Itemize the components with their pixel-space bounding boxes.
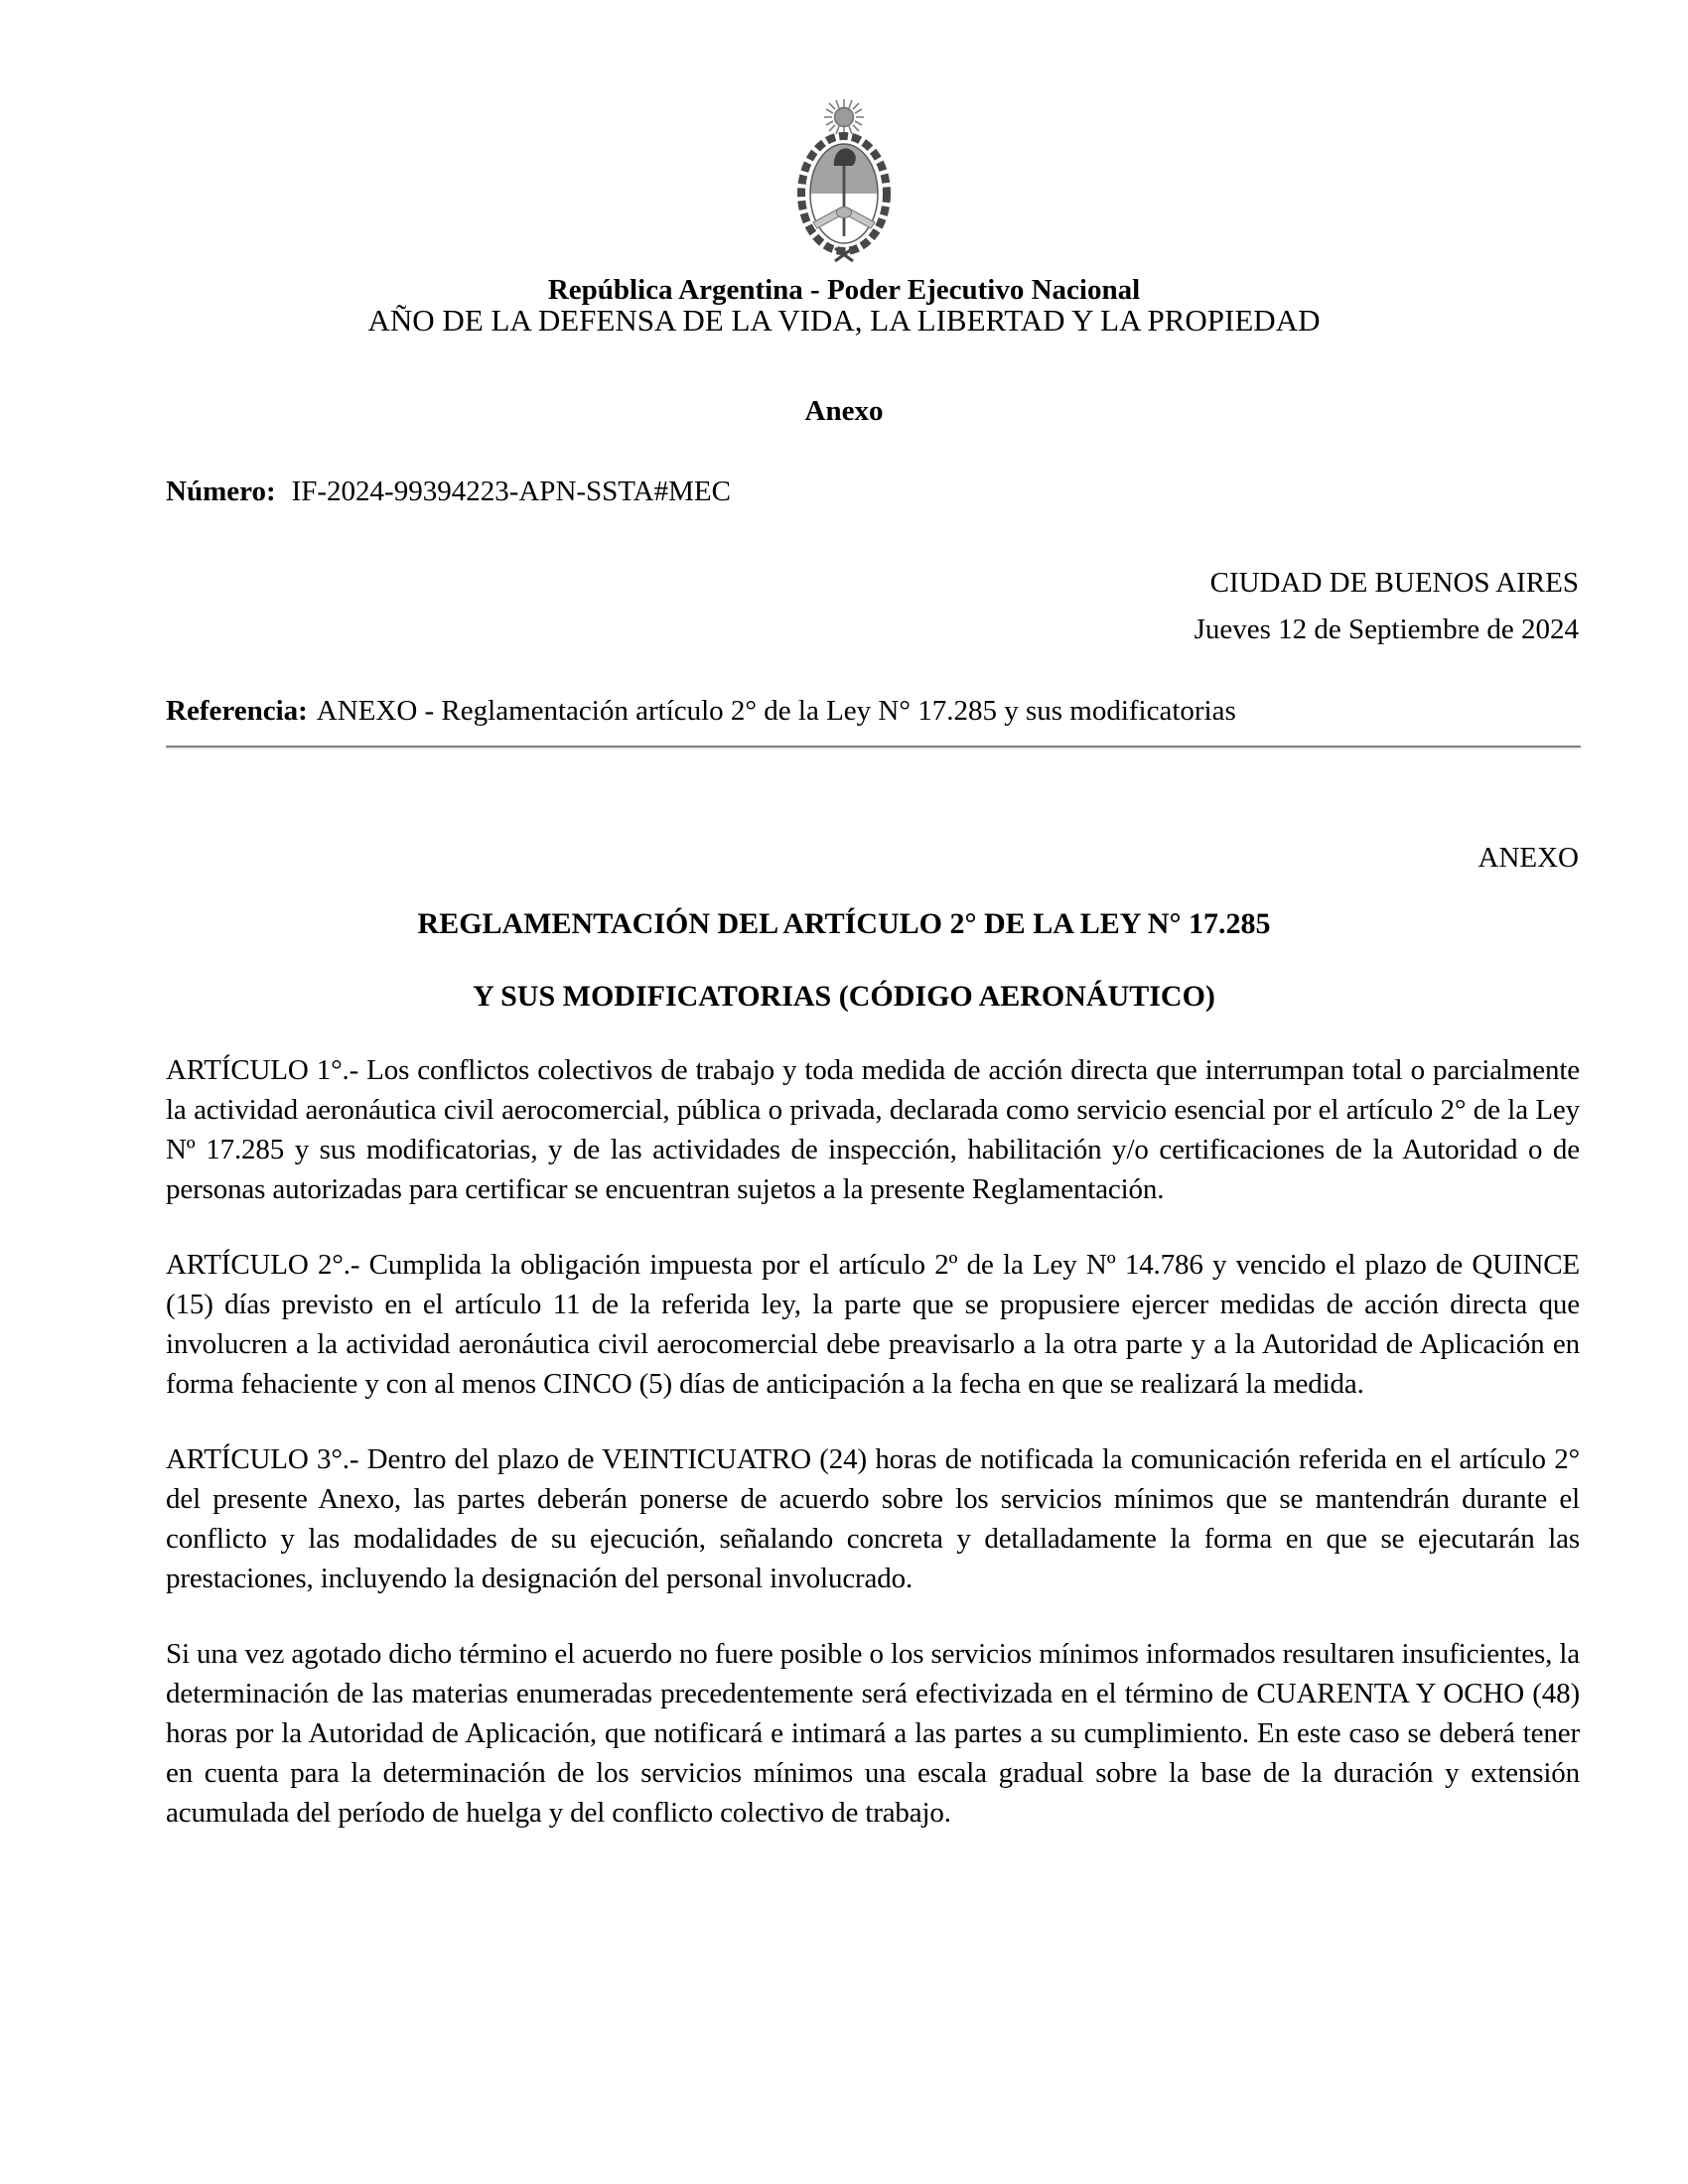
main-title-line1: REGLAMENTACIÓN DEL ARTÍCULO 2° DE LA LEY N° 17.285 bbox=[417, 907, 1271, 940]
year-motto: AÑO DE LA DEFENSA DE LA VIDA, LA LIBERTAD Y LA PROPIEDAD bbox=[367, 303, 1321, 338]
numero-label: Número: bbox=[166, 476, 276, 507]
place-date-block bbox=[166, 560, 1579, 653]
document-header-crest bbox=[0, 97, 1688, 269]
document-number-line bbox=[166, 476, 1579, 508]
referencia-value: ANEXO - Reglamentación artículo 2° de la Ley N° 17.285 y sus modificatorias bbox=[316, 695, 1236, 727]
city-line: CIUDAD DE BUENOS AIRES bbox=[1209, 567, 1579, 599]
argentina-coat-of-arms-icon bbox=[783, 97, 905, 264]
org-title: República Argentina - Poder Ejecutivo Nacional bbox=[547, 274, 1141, 306]
numero-value: IF-2024-99394223-APN-SSTA#MEC bbox=[291, 476, 731, 507]
paragraph-articulo-3: ARTÍCULO 3°.- Dentro del plazo de VEINTICUATRO (24) horas de notificada la comunicación referida en el artículo 2° del presente Anexo, las partes deberán ponerse de acuerdo sobre los servicios mínimos que se mantendrán durante el conflicto y las modalidades de su ejecución, señalando concreta y detalladamente la forma en que se ejecutarán las prestaciones, incluyendo la designación del personal involucrado. bbox=[166, 1443, 1580, 1594]
referencia-label: Referencia: bbox=[166, 695, 308, 727]
document-body bbox=[166, 1050, 1580, 1868]
reference-line bbox=[166, 695, 1579, 728]
paragraph-articulo-1: ARTÍCULO 1°.- Los conflictos colectivos de trabajo y toda medida de acción directa que interrumpan total o parcialmente la actividad aeronáutica civil aerocomercial, pública o privada, declarada como servicio esencial por el artículo 2° de la Ley Nº 17.285 y sus modificatorias, y de las actividades de inspección, habilitación y/o certificaciones de la Autoridad o de personas autorizadas para certificar se encuentran sujetos a la presente Reglamentación. bbox=[166, 1054, 1580, 1205]
annex-label: ANEXO bbox=[1477, 842, 1579, 874]
paragraph-articulo-3-cont: Si una vez agotado dicho término el acuerdo no fuere posible o los servicios mínimos informados resultaren insuficientes, la determinación de las materias enumeradas precedentemente será efectivizada en el término de CUARENTA Y OCHO (48) horas por la Autoridad de Aplicación, que notificará e intimará a las partes a su cumplimiento. En este caso se deberá tener en cuenta para la determinación de los servicios mínimos una escala gradual sobre la base de la duración y extensión acumulada del período de huelga y del conflicto colectivo de trabajo. bbox=[166, 1638, 1580, 1829]
paragraph-articulo-2: ARTÍCULO 2°.- Cumplida la obligación impuesta por el artículo 2º de la Ley Nº 14.786 y vencido el plazo de QUINCE (15) días previsto en el artículo 11 de la referida ley, la parte que se propusiere ejercer medidas de acción directa que involucren a la actividad aeronáutica civil aerocomercial debe preavisarlo a la otra parte y a la Autoridad de Aplicación en forma fehaciente y con al menos CINCO (5) días de anticipación a la fecha en que se realizará la medida. bbox=[166, 1249, 1580, 1400]
date-line: Jueves 12 de Septiembre de 2024 bbox=[1194, 614, 1579, 645]
main-title-line2: Y SUS MODIFICATORIAS (CÓDIGO AERONÁUTICO) bbox=[473, 980, 1215, 1013]
header-divider bbox=[166, 746, 1581, 749]
document-type-heading: Anexo bbox=[804, 395, 884, 427]
